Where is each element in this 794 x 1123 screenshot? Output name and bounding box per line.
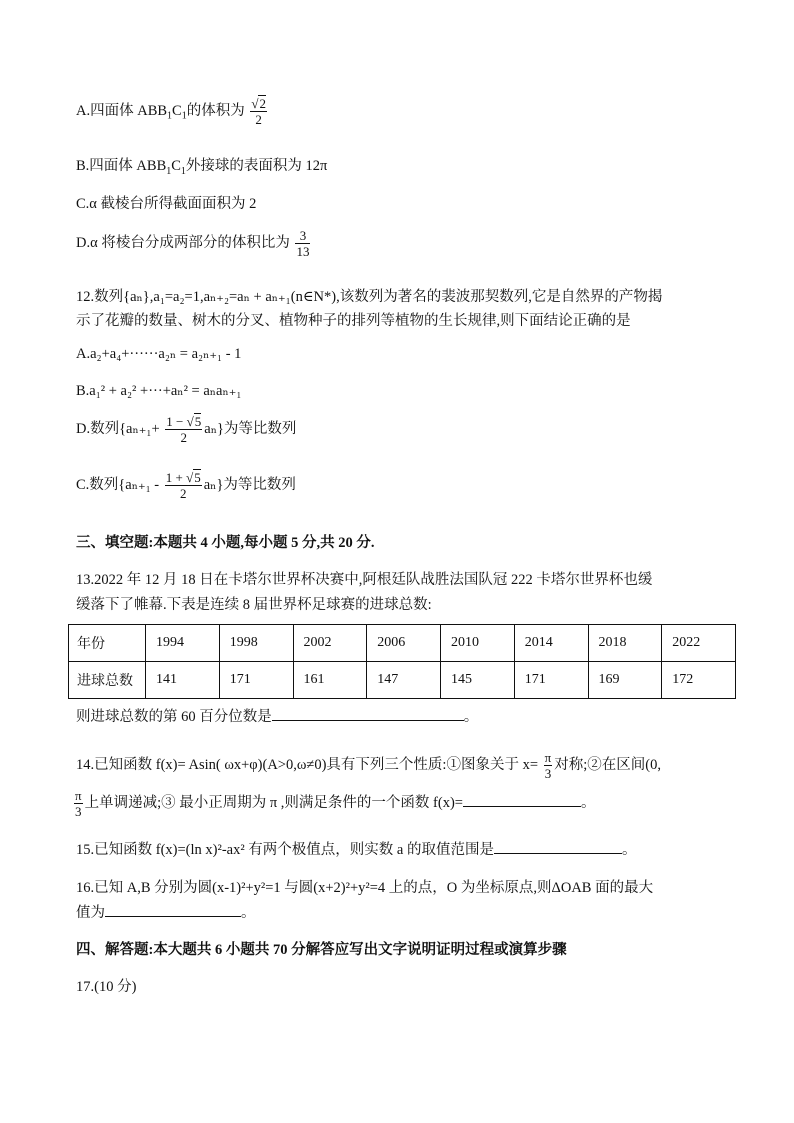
table-cell: 171: [514, 662, 588, 699]
table-row-years: [69, 625, 736, 662]
table-cell: 年份: [69, 625, 146, 662]
table-cell: 145: [441, 662, 515, 699]
fraction-pi-over-3: $\frac{\pi}{3}$: [544, 750, 552, 781]
q16-stem-line2: 值为 。: [76, 901, 256, 922]
table-cell: 147: [367, 662, 441, 699]
table-cell: 2006: [367, 625, 441, 662]
world-cup-goals-table: [68, 624, 736, 699]
answer-blank[interactable]: [105, 902, 241, 917]
table-cell: 2002: [293, 625, 367, 662]
table-cell: 172: [662, 662, 736, 699]
q11-option-b: B.四面体 $ABB_1C_1$外接球的表面积为 12π: [76, 158, 328, 177]
answer-blank[interactable]: [272, 706, 464, 721]
q12-option-b: B.a₁² + a₂² +···+aₙ² = aₙaₙ₊₁: [76, 383, 242, 399]
q11-option-a: A.四面体 $ABB_1C_1$的体积为 $\frac{√2}{2}$: [76, 96, 266, 127]
q11-option-d: D.α 将棱台分成两部分的体积比为 $\frac{3}{13}$: [76, 228, 310, 259]
table-cell: 2010: [441, 625, 515, 662]
section-3-heading: 三、填空题:本题共 4 小题,每小题 5 分,共 20 分.: [76, 535, 375, 551]
table-cell: 1994: [146, 625, 220, 662]
fraction-sqrt2-over-2: $\frac{√2}{2}$: [251, 96, 266, 127]
table-cell: 2018: [588, 625, 662, 662]
q12-option-a: A.a₂+a₄+······a₂ₙ = a₂ₙ₊₁ - 1: [76, 346, 242, 362]
fraction-pi-over-3: $\frac{\pi}{3}$: [75, 788, 82, 819]
q13-question: 则进球总数的第 60 百分位数是 。: [76, 705, 478, 726]
q11-option-c: C.α 截棱台所得截面面积为 2: [76, 196, 257, 212]
answer-blank[interactable]: [463, 792, 581, 807]
section-4-heading: 四、解答题:本大题共 6 小题共 70 分解答应写出文字说明证明过程或演算步骤: [76, 942, 567, 958]
answer-blank[interactable]: [494, 839, 622, 854]
q12-option-c: C.数列{aₙ₊₁ - $\frac{1 + √5}{2}$ aₙ}为等比数列: [76, 470, 296, 501]
q15-stem: 15.已知函数 f(x)=(ln x)²-ax² 有两个极值点，则实数 a 的取值范围是 。: [76, 838, 637, 859]
q14-stem-line2: $\frac{\pi}{3}$ 上单调递减;③ 最小正周期为 π ,则满足条件的一个函数 f(x)= 。: [75, 788, 596, 819]
table-cell: 2014: [514, 625, 588, 662]
q17-heading: 17.(10 分): [76, 979, 137, 995]
q13-stem-line2: 缓落下了帷幕.下表是连续 8 届世界杯足球赛的进球总数:: [76, 597, 432, 613]
q14-stem-line1: 14.已知函数 f(x)= Asin( ωx+φ)(A>0,ω≠0)具有下列三个性质:①图象关于 x= $\frac{\pi}{3}$ 对称;②在区间(0,: [76, 750, 661, 781]
fraction-1-minus-sqrt5-over-2: $\frac{1 - √5}{2}$: [166, 414, 202, 445]
table-cell: 进球总数: [69, 662, 146, 699]
table-cell: 1998: [219, 625, 293, 662]
q12-stem-line2: 示了花瓣的数量、树木的分叉、植物种子的排列等植物的生长规律,则下面结论正确的是: [76, 313, 631, 329]
q13-stem-line1: 13.2022 年 12 月 18 日在卡塔尔世界杯决赛中,阿根廷队战胜法国队冠 222 卡塔尔世界杯也缓: [76, 572, 653, 588]
table-cell: 2022: [662, 625, 736, 662]
table-cell: 141: [146, 662, 220, 699]
fraction-1-plus-sqrt5-over-2: $\frac{1 + √5}{2}$: [165, 470, 201, 501]
q12-stem-line1: 12.数列{aₙ},a₁=a₂=1,aₙ₊₂=aₙ + aₙ₊₁(n∈N*),该数列为著名的裴波那契数列,它是自然界的产物揭: [76, 289, 663, 305]
table-cell: 161: [293, 662, 367, 699]
table-cell: 171: [219, 662, 293, 699]
q16-stem-line1: 16.已知 A,B 分别为圆(x-1)²+y²=1 与圆(x+2)²+y²=4 上的点，O 为坐标原点,则ΔOAB 面的最大: [76, 880, 654, 896]
q12-option-d: D.数列{aₙ₊₁+ $\frac{1 - √5}{2}$ aₙ}为等比数列: [76, 414, 297, 445]
table-row-goals: [69, 662, 736, 699]
fraction-3-over-13: $\frac{3}{13}$: [296, 228, 310, 259]
table-cell: 169: [588, 662, 662, 699]
